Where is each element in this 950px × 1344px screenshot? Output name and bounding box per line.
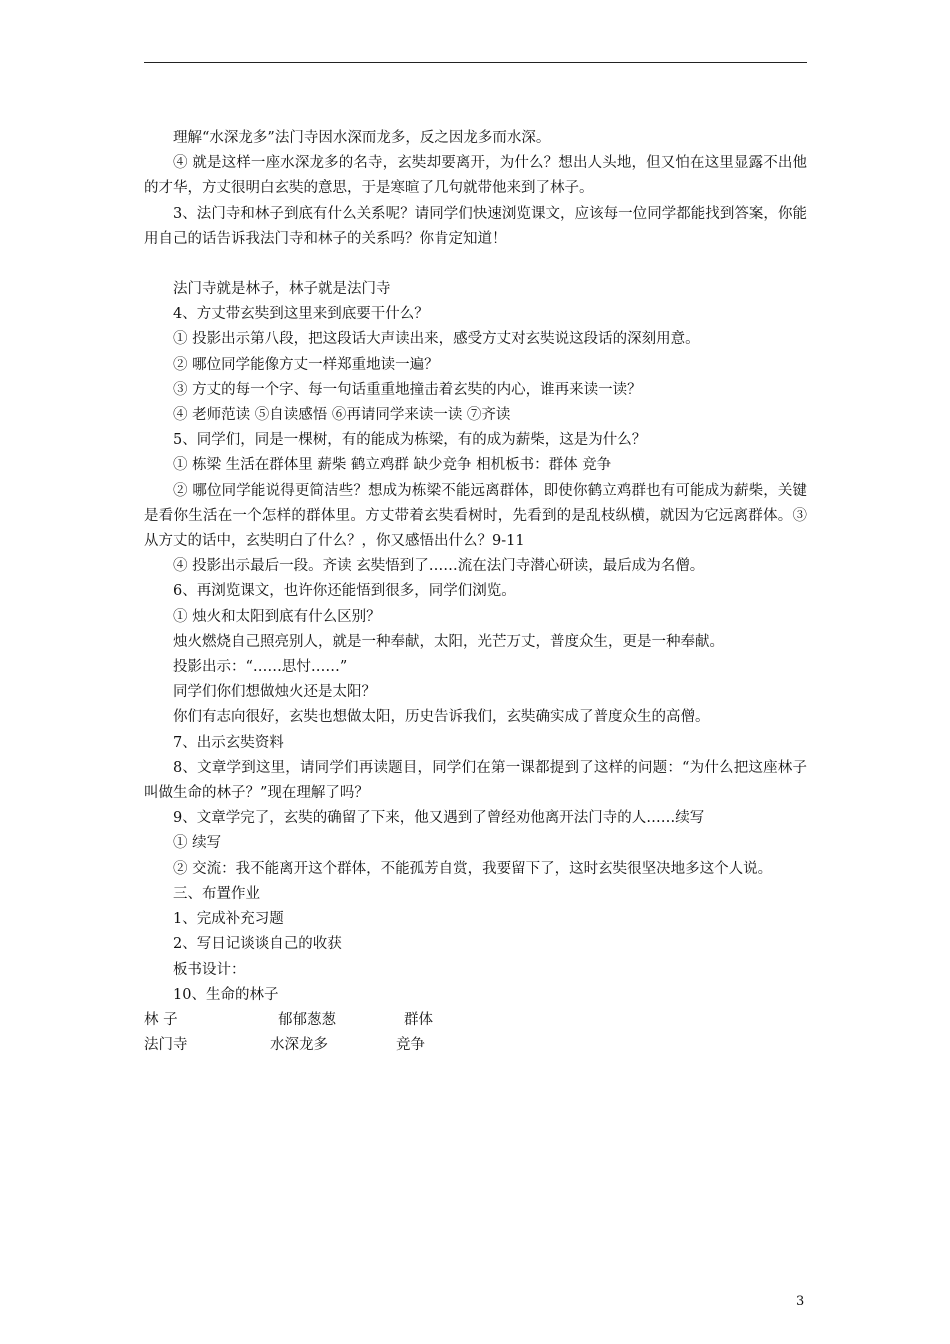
paragraph: 投影出示：“……思忖……” (173, 659, 348, 676)
paragraph: 3、法门寺和林子到底有什么关系呢？请同学们快速浏览课文，应该每一位同学都能找到答案，你能用自己的话告诉我法门寺和林子的关系吗？你肯定知道！ (144, 205, 807, 247)
document-body (144, 126, 807, 1058)
paragraph: ① 投影出示第八段，把这段话大声读出来，感受方丈对玄奘说这段话的深刻用意。 (173, 331, 700, 348)
paragraph: 同学们你们想做烛火还是太阳？ (173, 684, 376, 701)
board-cell: 林 子 (144, 1011, 178, 1028)
paragraph: 法门寺就是林子，林子就是法门寺 (173, 281, 391, 298)
paragraph: 烛火燃烧自己照亮别人，就是一种奉献，太阳，光芒万丈，普度众生，更是一种奉献。 (173, 633, 724, 650)
paragraph: ④ 老师范读 ⑤自读感悟 ⑥再请同学来读一读 ⑦齐读 (173, 407, 511, 424)
paragraph: ④ 投影出示最后一段。齐读 玄奘悟到了……流在法门寺潜心研读，最后成为名僧。 (173, 558, 705, 575)
paragraph: 9、文章学完了，玄奘的确留了下来，他又遇到了曾经劝他离开法门寺的人……续写 (173, 810, 705, 827)
paragraph: 8、文章学到这里，请同学们再读题目，同学们在第一课都提到了这样的问题：“为什么把这座林子叫做生命的林子？”现在理解了吗？ (144, 759, 807, 802)
paragraph: 三、布置作业 (173, 885, 260, 902)
paragraph: 4、方丈带玄奘到这里来到底要干什么？ (173, 306, 429, 323)
paragraph: 7、出示玄奘资料 (173, 734, 284, 751)
board-row (144, 1033, 807, 1058)
paragraph: 你们有志向很好，玄奘也想做太阳，历史告诉我们，玄奘确实成了普度众生的高僧。 (173, 709, 710, 726)
paragraph: 理解“水深龙多”法门寺因水深而龙多，反之因龙多而水深。 (173, 130, 551, 146)
paragraph: 10、生命的林子 (173, 986, 279, 1003)
paragraph: 5、同学们，同是一棵树，有的能成为栋梁，有的成为薪柴，这是为什么？ (173, 432, 647, 449)
paragraph: 1、完成补充习题 (173, 911, 284, 928)
board-cell: 法门寺 (144, 1037, 188, 1054)
paragraph: ② 哪位同学能像方丈一样郑重地读一遍？ (173, 356, 439, 373)
paragraph: ① 续写 (173, 835, 222, 852)
board-cell: 群体 (404, 1011, 433, 1028)
paragraph: ① 烛火和太阳到底有什么区别？ (173, 608, 381, 625)
paragraph: ② 哪位同学能说得更简洁些？想成为栋梁不能远离群体，即使你鹤立鸡群也有可能成为薪柴，关键是看你生活在一个怎样的群体里。方丈带着玄奘看树时，先看到的是乱枝纵横，就因为它远离群体。③从方丈的话中，玄奘明白了什么？，你又感悟出什么？9-11 (144, 482, 807, 550)
paragraph: ④ 就是这样一座水深龙多的名寺，玄奘却要离开，为什么？想出人头地，但又怕在这里显露不出他的才华，方丈很明白玄奘的意思，于是寒暄了几句就带他来到了林子。 (144, 155, 807, 197)
paragraph: 6、再浏览课文，也许你还能悟到很多，同学们浏览。 (173, 583, 516, 600)
board-cell: 竞争 (396, 1037, 425, 1054)
board-row (144, 1008, 807, 1033)
paragraph: ① 栋梁 生活在群体里 薪柴 鹤立鸡群 缺少竞争 相机板书：群体 竞争 (173, 457, 612, 474)
paragraph: 2、写日记谈谈自己的收获 (173, 936, 342, 953)
header-rule (144, 62, 807, 63)
board-cell: 水深龙多 (270, 1037, 328, 1054)
paragraph: ③ 方丈的每一个字、每一句话重重地撞击着玄奘的内心，谁再来读一读？ (173, 381, 642, 398)
board-cell: 郁郁葱葱 (278, 1011, 336, 1028)
paragraph: ② 交流：我不能离开这个群体，不能孤芳自赏，我要留下了，这时玄奘很坚决地多这个人说。 (173, 860, 773, 877)
page-number: 3 (796, 1294, 805, 1309)
blank-line (144, 252, 807, 277)
paragraph: 板书设计： (173, 961, 246, 978)
